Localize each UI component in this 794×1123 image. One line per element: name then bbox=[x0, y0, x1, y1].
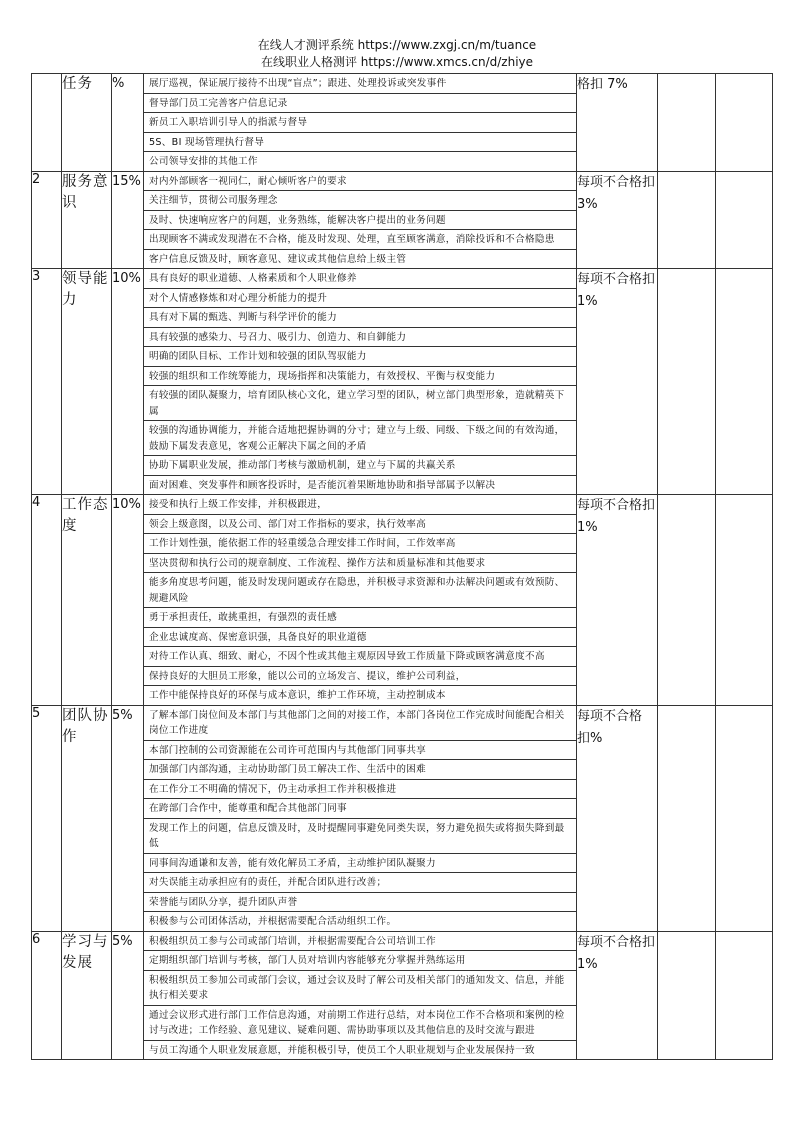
category-cell: 任务 bbox=[62, 74, 112, 172]
criteria-item: 在工作分工不明确的情况下，仍主动承担工作并积极推进 bbox=[144, 780, 576, 800]
table-row bbox=[32, 269, 773, 495]
criteria-item: 客户信息反馈及时，顾客意见、建议或其他信息给上级主管 bbox=[149, 253, 407, 265]
table-row bbox=[32, 495, 773, 706]
score-cell bbox=[658, 74, 716, 172]
table-row bbox=[32, 931, 773, 1060]
weight-cell: 5% bbox=[112, 705, 144, 931]
criteria-item: 企业忠诚度高、保密意识强，具备良好的职业道德 bbox=[144, 628, 576, 648]
criteria-item: 工作中能保持良好的环保与成本意识，维护工作环境，主动控制成本 bbox=[149, 690, 446, 701]
criteria-item: 加强部门内部沟通，主动协助部门员工解决工作、生活中的困难 bbox=[144, 760, 576, 780]
criteria-item: 能多角度思考问题，能及时发现问题或存在隐患，并积极寻求资源和办法解决问题或有效预防、规避风险 bbox=[144, 573, 576, 608]
criteria-item: 5S、BI 现场管理执行督导 bbox=[144, 133, 576, 153]
weight-cell: % bbox=[112, 74, 144, 172]
row-number: 4 bbox=[32, 495, 62, 706]
row-number: 2 bbox=[32, 171, 62, 269]
criteria-item: 督导部门员工完善客户信息记录 bbox=[144, 94, 576, 114]
criteria-cell bbox=[144, 269, 577, 495]
criteria-item: 明确的团队目标、工作计划和较强的团队驾驭能力 bbox=[144, 347, 576, 367]
criteria-item: 积极组织员工参与公司或部门培训，并根据需要配合公司培训工作 bbox=[144, 932, 576, 952]
criteria-item: 荣誉能与团队分享，提升团队声誉 bbox=[144, 893, 576, 913]
deduction-cell: 每项不合格扣 1% bbox=[577, 269, 658, 495]
remark-cell bbox=[716, 269, 773, 495]
table-row bbox=[32, 171, 773, 269]
row-number: 3 bbox=[32, 269, 62, 495]
criteria-item: 本部门控制的公司资源能在公司许可范围内与其他部门同事共享 bbox=[144, 741, 576, 761]
category-cell: 工作态度 bbox=[62, 495, 112, 706]
deduction-cell: 每项不合格扣 1% bbox=[577, 495, 658, 706]
criteria-item: 通过会议形式进行部门工作信息沟通，对前期工作进行总结，对本岗位工作不合格项和案例的检讨与改进；工作经验、意见建议、疑难问题、需协助事项以及其他信息的及时交流与跟进 bbox=[144, 1006, 576, 1041]
criteria-item: 对待工作认真、细致、耐心，不因个性或其他主观原因导致工作质量下降或顾客满意度不高 bbox=[144, 647, 576, 667]
criteria-item: 协助下属职业发展，推动部门考核与激励机制，建立与下属的共赢关系 bbox=[144, 456, 576, 476]
score-cell bbox=[658, 269, 716, 495]
category-cell: 学习与发展 bbox=[62, 931, 112, 1060]
criteria-cell bbox=[144, 74, 577, 172]
score-cell bbox=[658, 705, 716, 931]
criteria-item: 出现顾客不满或发现潜在不合格，能及时发现、处理，直至顾客满意，消除投诉和不合格隐患 bbox=[144, 230, 576, 250]
weight-cell: 15% bbox=[112, 171, 144, 269]
criteria-item: 较强的组织和工作统筹能力，现场指挥和决策能力，有效授权、平衡与权变能力 bbox=[144, 367, 576, 387]
criteria-item: 具有良好的职业道德、人格素质和个人职业修养 bbox=[144, 269, 576, 289]
criteria-item: 接受和执行上级工作安排，并积极跟进， bbox=[144, 495, 576, 515]
criteria-item: 同事间沟通谦和友善，能有效化解员工矛盾，主动维护团队凝聚力 bbox=[144, 854, 576, 874]
weight-cell: 5% bbox=[112, 931, 144, 1060]
remark-cell bbox=[716, 931, 773, 1060]
table-row bbox=[32, 74, 773, 172]
header-line-1: 在线人才测评系统 https://www.zxgj.cn/m/tuance bbox=[257, 38, 537, 52]
criteria-item: 展厅巡视，保证展厅接待不出现“盲点”；跟进、处理投诉或突发事件 bbox=[144, 74, 576, 94]
score-cell bbox=[658, 495, 716, 706]
criteria-item: 了解本部门岗位间及本部门与其他部门之间的对接工作，本部门各岗位工作完成时间能配合相关岗位工作进度 bbox=[144, 706, 576, 741]
criteria-item: 工作计划性强，能依据工作的轻重缓急合理安排工作时间，工作效率高 bbox=[144, 534, 576, 554]
criteria-item: 关注细节，贯彻公司服务理念 bbox=[144, 191, 576, 211]
criteria-item: 与员工沟通个人职业发展意愿，并能积极引导，使员工个人职业规划与企业发展保持一致 bbox=[149, 1044, 535, 1056]
criteria-item: 具有较强的感染力、号召力、吸引力、创造力、和自御能力 bbox=[144, 328, 576, 348]
category-cell: 服务意识 bbox=[62, 171, 112, 269]
score-cell bbox=[658, 931, 716, 1060]
criteria-cell bbox=[144, 495, 577, 706]
criteria-item: 坚决贯彻和执行公司的规章制度、工作流程、操作方法和质量标准和其他要求 bbox=[144, 554, 576, 574]
page-header bbox=[0, 37, 794, 71]
category-cell: 领导能力 bbox=[62, 269, 112, 495]
weight-cell: 10% bbox=[112, 269, 144, 495]
deduction-cell: 每项不合格扣 3% bbox=[577, 171, 658, 269]
category-cell: 团队协作 bbox=[62, 705, 112, 931]
remark-cell bbox=[716, 495, 773, 706]
row-number bbox=[32, 74, 62, 172]
criteria-item: 新员工入职培训引导人的指派与督导 bbox=[144, 113, 576, 133]
criteria-item: 积极组织员工参加公司或部门会议，通过会议及时了解公司及相关部门的通知发文、信息，并能执行相关要求 bbox=[144, 971, 576, 1006]
criteria-item: 定期组织部门培训与考核，部门人员对培训内容能够充分掌握并熟练运用 bbox=[144, 951, 576, 971]
header-line-2: 在线职业人格测评 https://www.xmcs.cn/d/zhiye bbox=[260, 55, 534, 69]
criteria-item: 领会上级意图，以及公司、部门对工作指标的要求，执行效率高 bbox=[144, 515, 576, 535]
criteria-item: 及时、快速响应客户的问题，业务熟练，能解决客户提出的业务问题 bbox=[144, 211, 576, 231]
remark-cell bbox=[716, 705, 773, 931]
criteria-item: 具有对下属的甄选、判断与科学评价的能力 bbox=[144, 308, 576, 328]
deduction-cell: 格扣 7% bbox=[577, 74, 658, 172]
table-row bbox=[32, 705, 773, 931]
criteria-item: 在跨部门合作中，能尊重和配合其他部门同事 bbox=[144, 799, 576, 819]
criteria-cell bbox=[144, 705, 577, 931]
criteria-cell bbox=[144, 931, 577, 1060]
criteria-item: 对个人情感修炼和对心理分析能力的提升 bbox=[144, 289, 576, 309]
criteria-cell bbox=[144, 171, 577, 269]
deduction-cell: 每项不合格扣 1% bbox=[577, 931, 658, 1060]
remark-cell bbox=[716, 74, 773, 172]
deduction-cell: 每项不合格扣% bbox=[577, 705, 658, 931]
criteria-item: 保持良好的大胆员工形象，能以公司的立场发言、提议，维护公司利益， bbox=[144, 667, 576, 687]
criteria-item: 积极参与公司团体活动，并根据需要配合活动组织工作。 bbox=[149, 916, 397, 927]
criteria-item: 公司领导安排的其他工作 bbox=[149, 156, 258, 167]
criteria-item: 对失误能主动承担应有的责任，并配合团队进行改善； bbox=[144, 873, 576, 893]
criteria-item: 发现工作上的问题，信息反馈及时，及时提醒同事避免同类失误，努力避免损失或将损失降到最低 bbox=[144, 819, 576, 854]
criteria-item: 面对困难、突发事件和顾客投诉时，是否能沉着果断地协助和指导部属予以解决 bbox=[149, 479, 496, 491]
row-number: 5 bbox=[32, 705, 62, 931]
evaluation-table bbox=[31, 73, 773, 1060]
score-cell bbox=[658, 171, 716, 269]
criteria-item: 有较强的团队凝聚力，培育团队核心文化，建立学习型的团队，树立部门典型形象，造就精英下属 bbox=[144, 386, 576, 421]
criteria-item: 较强的沟通协调能力，并能合适地把握协调的分寸；建立与上级、同级、下级之间的有效沟通，鼓励下属发表意见，客观公正解决下属之间的矛盾 bbox=[144, 421, 576, 456]
criteria-item: 对内外部顾客一视同仁，耐心倾听客户的要求 bbox=[144, 172, 576, 192]
row-number: 6 bbox=[32, 931, 62, 1060]
criteria-item: 勇于承担责任，敢挑重担，有强烈的责任感 bbox=[144, 608, 576, 628]
remark-cell bbox=[716, 171, 773, 269]
weight-cell: 10% bbox=[112, 495, 144, 706]
